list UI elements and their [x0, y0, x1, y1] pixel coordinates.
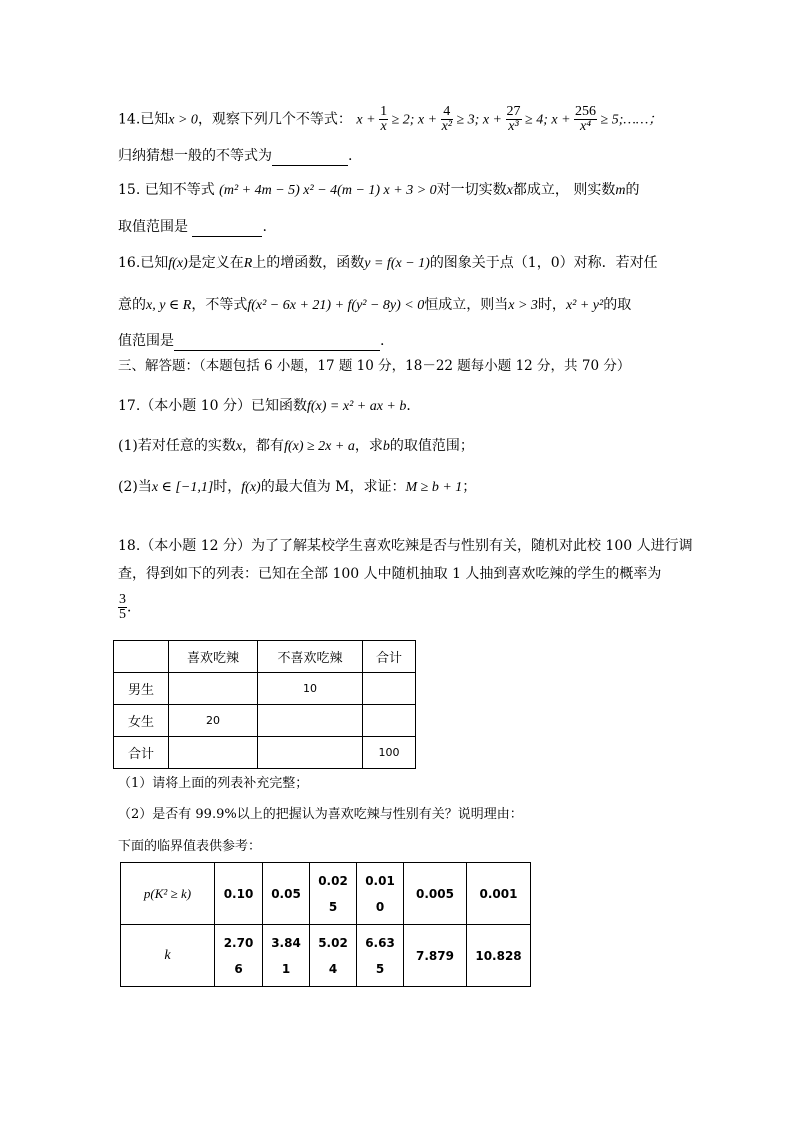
fraction-1-over-x: $\frac{1}{x}$ [380, 104, 388, 134]
table-header-row [114, 641, 416, 673]
fraction-3-over-5: $\frac{3}{5}$ [119, 592, 126, 622]
fraction-256-over-x4: $\frac{256}{\text{x⁴}}$ [575, 104, 597, 134]
q17-part2: (2)当x ∈ [−1,1]时，f(x)的最大值为 M，求证：M ≥ b + 1； [118, 479, 477, 495]
table-cell[interactable] [363, 673, 416, 705]
q18-fraction-line: $\frac{3}{5}$ ． [119, 592, 141, 622]
answer-blank-14[interactable] [272, 151, 348, 166]
q15-line1: 15. 已知不等式 (m² + 4m − 5) x² − 4(m − 1) x + 3 > 0对一切实数x都成立， 则实数m的 [118, 182, 640, 198]
table-cell: 女生 [114, 705, 169, 737]
q16-line3: 值范围是 . [118, 333, 385, 349]
table-cell: 7.879 [404, 925, 467, 987]
table-cell[interactable] [258, 737, 363, 769]
table-cell: 合计 [363, 641, 416, 673]
q14-line1: 14.已知x > 0，观察下列几个不等式： x + $\frac{1}{x}$ ≥ 2; x + $\frac{4}{\text{x²}}$ ≥ 3; x + $\frac{27}{\text{x³}}$ ≥ 4; x + $\frac{256}{\text{x⁴}}$ ≥ 5;……； [118, 104, 663, 134]
table-row [121, 925, 531, 987]
q18-reference: 下面的临界值表供参考： [118, 839, 262, 854]
table-cell: 10 [258, 673, 363, 705]
table-cell: 3.84 1 [263, 925, 310, 987]
table-cell: 喜欢吃辣 [169, 641, 258, 673]
table-cell: 100 [363, 737, 416, 769]
q18-line1: 18.（本小题 12 分）为了了解某校学生喜欢吃辣是否与性别有关，随机对此校 100 人进行调 [118, 538, 693, 554]
table-row [121, 863, 531, 925]
q16-line2: 意的x, y ∈ R，不等式f(x² − 6x + 21) + f(y² − 8y) < 0恒成立，则当x > 3时，x² + y²的取 [118, 297, 632, 313]
table-cell: 0.02 5 [310, 863, 357, 925]
table-cell: k [121, 925, 215, 987]
q18-sub2: （2）是否有 99.9%以上的把握认为喜欢吃辣与性别有关？说明理由： [118, 807, 523, 822]
table-cell: 0.001 [467, 863, 531, 925]
table-cell[interactable] [169, 737, 258, 769]
table-row [114, 673, 416, 705]
q18-sub1: （1）请将上面的列表补充完整； [118, 776, 309, 791]
table-cell: 0.10 [215, 863, 263, 925]
answer-blank-16[interactable] [174, 336, 380, 351]
table-cell: 男生 [114, 673, 169, 705]
fraction-27-over-x3: $\frac{27}{\text{x³}}$ [506, 104, 521, 134]
table-cell[interactable] [169, 673, 258, 705]
table-cell: 10.828 [467, 925, 531, 987]
q17-head: 17.（本小题 10 分）已知函数f(x) = x² + ax + b． [118, 398, 421, 414]
survey-table [113, 640, 416, 769]
table-cell: 5.02 4 [310, 925, 357, 987]
fraction-4-over-x2: $\frac{4}{\text{x²}}$ [441, 104, 452, 134]
table-cell: 0.01 0 [357, 863, 404, 925]
table-row [114, 705, 416, 737]
q16-line1: 16.已知f(x)是定义在R上的增函数，函数y = f(x − 1)的图象关于点（1，0）对称．若对任 [118, 255, 658, 271]
table-cell: 6.63 5 [357, 925, 404, 987]
table-cell[interactable] [258, 705, 363, 737]
table-cell[interactable] [363, 705, 416, 737]
table-cell: 2.70 6 [215, 925, 263, 987]
answer-blank-15[interactable] [192, 222, 262, 237]
table-cell: p(K² ≥ k) [121, 863, 215, 925]
q17-part1: (1)若对任意的实数x，都有f(x) ≥ 2x + a，求b的取值范围； [118, 438, 474, 454]
critical-value-table [120, 862, 531, 987]
table-cell: 不喜欢吃辣 [258, 641, 363, 673]
q18-line2: 查，得到如下的列表：已知在全部 100 人中随机抽取 1 人抽到喜欢吃辣的学生的概率为 [118, 566, 662, 582]
table-row [114, 737, 416, 769]
q14-line2: 归纳猜想一般的不等式为 . [118, 148, 353, 164]
section-3-heading: 三、解答题：（本题包括 6 小题，17 题 10 分，18－22 题每小题 12 分，共 70 分） [118, 358, 631, 374]
table-cell [114, 641, 169, 673]
q15-line2: 取值范围是 . [118, 219, 267, 235]
table-cell: 0.005 [404, 863, 467, 925]
table-cell: 20 [169, 705, 258, 737]
table-cell: 合计 [114, 737, 169, 769]
table-cell: 0.05 [263, 863, 310, 925]
